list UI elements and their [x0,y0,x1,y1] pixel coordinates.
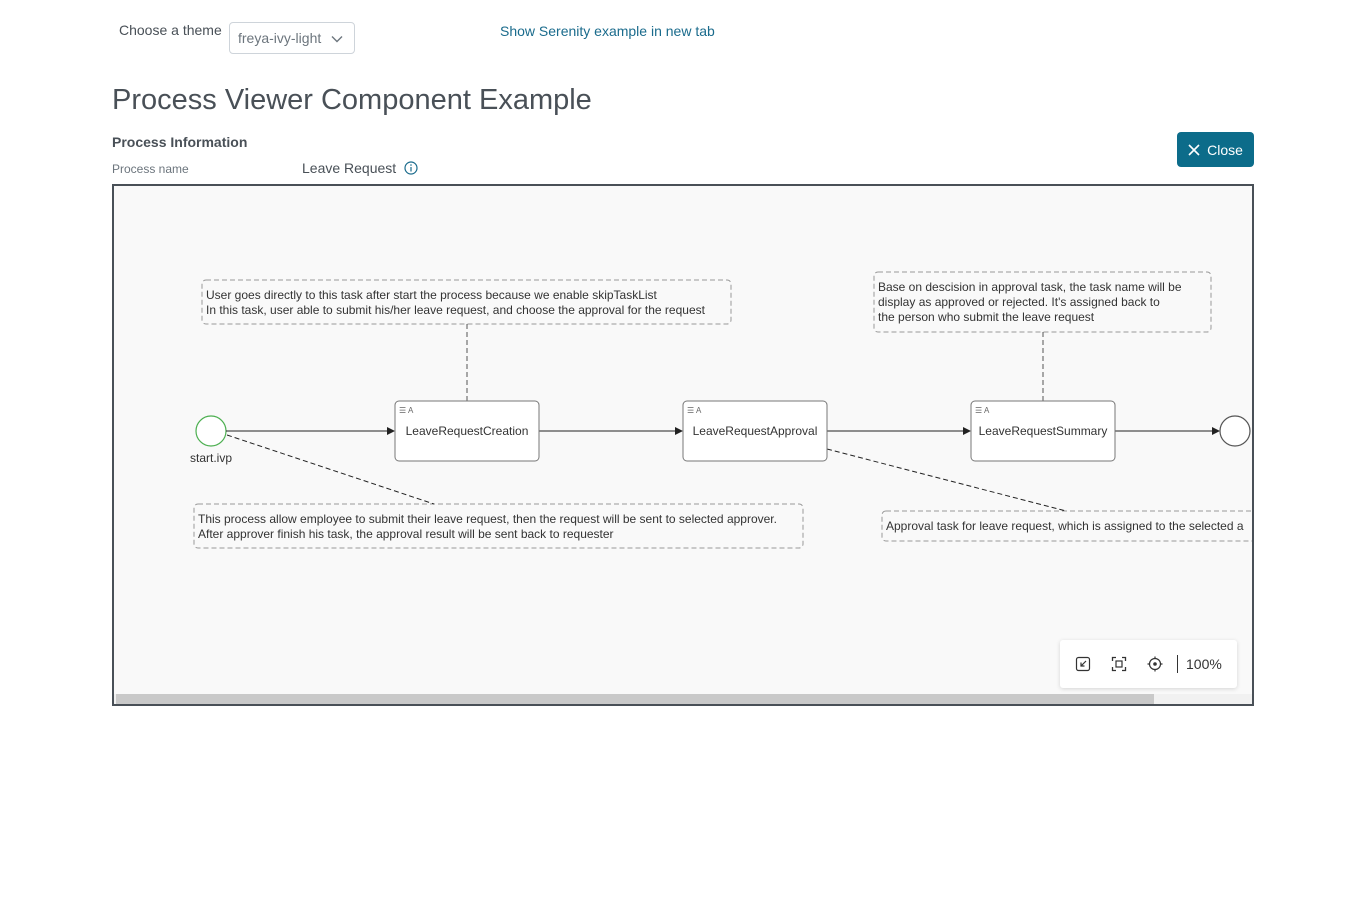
note-process-line1: This process allow employee to submit their leave request, then the request will be sent to selected approver. [198,512,777,526]
task-leave-request-approval[interactable] [683,401,827,461]
task-label: LeaveRequestSummary [978,424,1108,438]
note-process[interactable] [194,504,803,548]
note-process-line2: After approver finish his task, the approval result will be sent back to requester [198,527,614,541]
task-leave-request-creation[interactable] [395,401,539,461]
process-name-field [302,160,418,176]
collapse-button[interactable] [1065,646,1101,682]
task-label: LeaveRequestCreation [405,424,529,438]
svg-text:User goes directly to this tas [206,288,706,317]
start-event-label: start.ivp [190,451,233,465]
horizontal-scrollbar[interactable] [114,694,1252,704]
process-name-value: Leave Request [302,160,397,176]
fit-to-screen-icon [1111,656,1127,672]
serenity-example-link[interactable]: Show Serenity example in new tab [500,23,715,39]
note-summary-line2: display as approved or rejected. It's assigned back to [878,295,1160,309]
note-summary-line1: Base on descision in approval task, the task name will be [878,280,1182,294]
note-creation-line2: In this task, user able to submit his/her leave request, and choose the approval for the request [206,303,705,317]
info-icon[interactable] [404,161,418,175]
viewer-toolbar [1060,640,1237,688]
note-approval-line1: Approval task for leave request, which is assigned to the selected a [886,519,1244,533]
theme-bar [119,22,322,46]
close-icon [1188,144,1200,156]
scrollbar-thumb[interactable] [116,694,1154,704]
theme-select[interactable] [229,22,355,54]
theme-select-value: freya-ivy-light [238,30,322,46]
end-event[interactable] [1220,416,1250,446]
process-info-title: Process Information [112,134,248,150]
zoom-level: 100% [1186,656,1222,672]
theme-label: Choose a theme [119,22,222,38]
process-name-label: Process name [112,162,189,176]
task-label: LeaveRequestApproval [692,424,818,438]
svg-text:This process allow employee to [198,512,780,541]
note-creation-line1: User goes directly to this task after start the process because we enable skipTaskList [206,288,657,302]
fit-to-screen-button[interactable] [1101,646,1137,682]
svg-text:Base on descision in approval [878,280,1185,324]
toolbar-divider [1177,655,1178,673]
close-button[interactable] [1177,132,1254,167]
origin-icon [1147,656,1163,672]
note-summary-line3: the person who submit the leave request [878,310,1095,324]
user-task-icon: ☰ A [399,406,414,415]
origin-button[interactable] [1137,646,1173,682]
collapse-icon [1075,656,1091,672]
process-viewer[interactable] [112,184,1254,706]
user-task-icon: ☰ A [975,406,990,415]
close-button-label: Close [1207,141,1243,158]
page-title: Process Viewer Component Example [112,84,592,116]
task-leave-request-summary[interactable] [971,401,1115,461]
process-diagram [114,186,1254,696]
note-creation[interactable] [202,280,731,324]
user-task-icon: ☰ A [687,406,702,415]
chevron-down-icon [330,32,344,46]
start-event[interactable] [196,416,226,446]
svg-text:Approval task for leave reques [886,519,1244,533]
